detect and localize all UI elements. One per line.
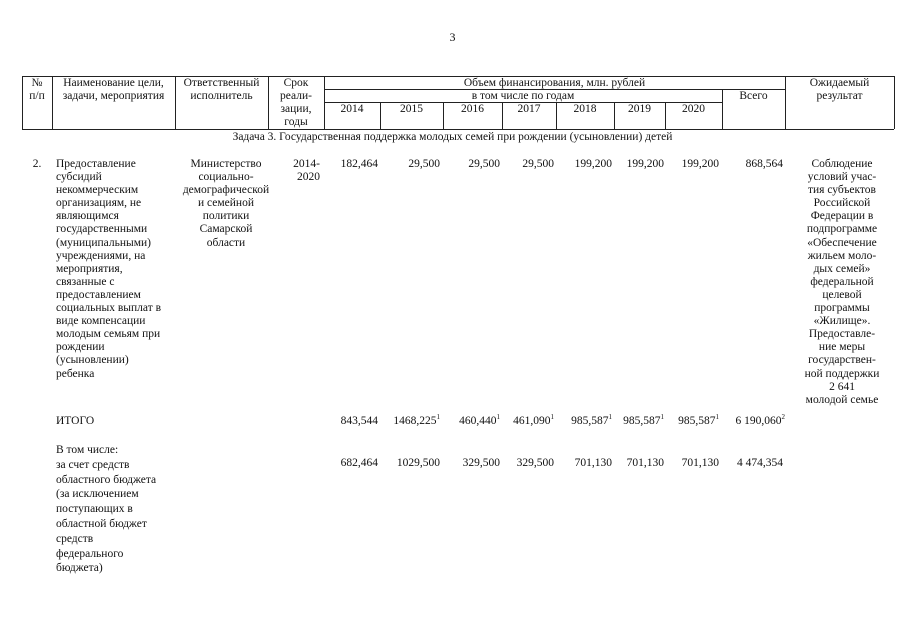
- header-year-2017: 2017: [517, 103, 541, 115]
- header-total: Всего: [739, 90, 768, 102]
- task-title: Задача 3. Государственная поддержка молодых семей при рождении (усыновлении) детей: [232, 131, 673, 143]
- breakdown-value-total: 4 474,354: [737, 457, 783, 469]
- row-value-2020: 199,200: [681, 158, 719, 170]
- breakdown-value-2014: 682,464: [340, 457, 378, 469]
- header-year-2014: 2014: [340, 103, 364, 115]
- row-value-2017: 29,500: [522, 158, 554, 170]
- total-value-2014: 843,544: [340, 415, 378, 427]
- breakdown-value-2019: 701,130: [626, 457, 664, 469]
- header-funding-title: Объем финансирования, млн. рублей: [463, 77, 646, 89]
- row-value-2015: 29,500: [408, 158, 440, 170]
- total-value-2020: 985,587$^1$: [678, 413, 719, 427]
- breakdown-label: В том числе: за счет средств областного бюджета (за исключением поступающих в областной бюджет средств федерального бюджета): [56, 444, 157, 575]
- row-value-2016: 29,500: [468, 158, 500, 170]
- header-executor: Ответственный исполнитель: [183, 77, 260, 102]
- row-number: 2.: [32, 158, 42, 170]
- breakdown-value-2016: 329,500: [462, 457, 500, 469]
- total-value-2015: 1468,225$^1$: [393, 413, 440, 427]
- breakdown-value-2018: 701,130: [574, 457, 612, 469]
- header-name: Наименование цели, задачи, мероприятия: [62, 77, 165, 102]
- header-year-2018: 2018: [573, 103, 597, 115]
- header-by-year: в том числе по годам: [471, 90, 575, 102]
- breakdown-value-2017: 329,500: [516, 457, 554, 469]
- breakdown-value-2015: 1029,500: [396, 457, 440, 469]
- total-value-2019: 985,587$^1$: [623, 413, 664, 427]
- header-year-2016: 2016: [461, 103, 484, 115]
- row-term: 2014- 2020: [293, 158, 320, 184]
- row-value-total: 868,564: [745, 158, 783, 170]
- row-expected-result: Соблюдение условий учас- тия субъектов Российской Федерации в подпрограмме «Обеспечение жильем моло- дых семей» федеральной целевой программы «Жилище». Предоставле- ние меры государствен- ной поддержки 2 641 молодой семье: [804, 158, 880, 406]
- total-label: ИТОГО: [56, 415, 95, 427]
- row-value-2019: 199,200: [626, 158, 664, 170]
- page-number: 3: [449, 30, 456, 44]
- row-executor: Министерство социально- демографической и семейной политики Самарской области: [182, 158, 270, 249]
- row-measure-name: Предоставление субсидий некоммерческим организациям, не являющимся государственными (муниципальными) учреждениями, на мероприятия, связанные с предоставлением социальных выплат в виде компенсации молодым семьям при рождении (усыновлении) ребенка: [56, 158, 162, 380]
- breakdown-value-2020: 701,130: [681, 457, 719, 469]
- header-year-2015: 2015: [400, 103, 423, 115]
- total-value-2018: 985,587$^1$: [571, 413, 612, 427]
- row-value-2018: 199,200: [574, 158, 612, 170]
- row-value-2014: 182,464: [340, 158, 378, 170]
- header-number: № п/п: [29, 77, 45, 102]
- header-year-2020: 2020: [682, 103, 705, 115]
- header-expected-result: Ожидаемый результат: [809, 77, 870, 102]
- total-value-2017: 461,090$^1$: [513, 413, 554, 427]
- header-year-2019: 2019: [628, 103, 651, 115]
- total-value-sum: 6 190,060$^2$: [735, 413, 785, 427]
- header-term: Срок реали- зации, годы: [280, 77, 312, 128]
- total-value-2016: 460,440$^1$: [459, 413, 500, 427]
